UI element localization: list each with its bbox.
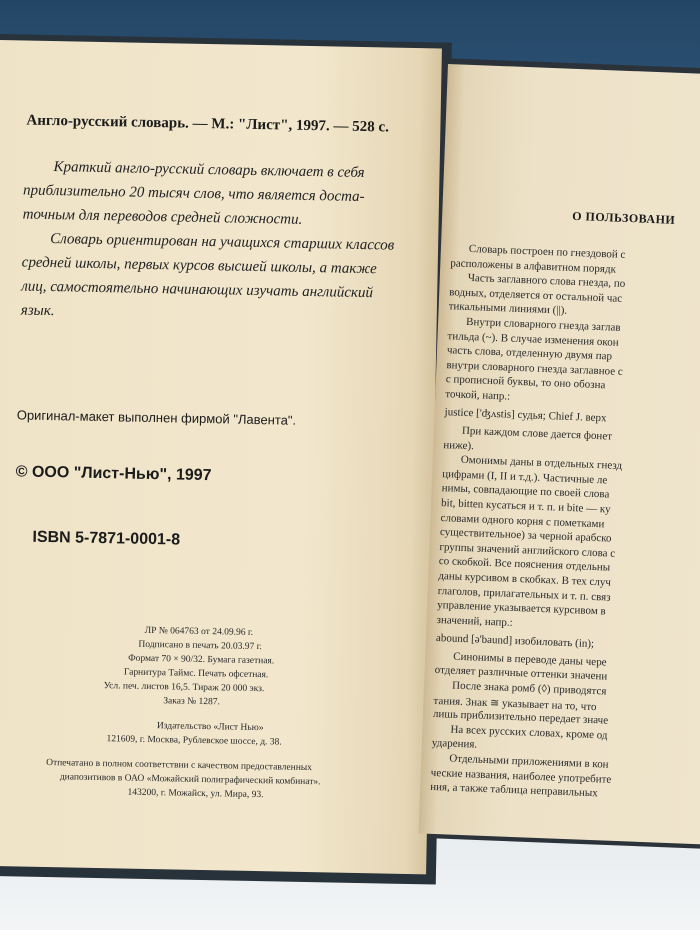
layout-credit: Оригинал-макет выполнен фирмой "Лавента". xyxy=(16,407,297,428)
right-text-line: часть слова, отделенную двумя пар xyxy=(446,344,613,363)
right-text-line: ударения. xyxy=(431,737,478,752)
printer-line: диапозитивов в ОАО «Можайский полиграфический комбинат». xyxy=(59,772,321,788)
printer-line: Отпечатано в полном соответствии с качеством предоставленных xyxy=(46,758,313,774)
isbn: ISBN 5-7871-0001-8 xyxy=(32,528,181,549)
right-text-line: тильда (~). В случае изменения окон xyxy=(447,329,619,349)
description-line: точным для переводов средней сложности. xyxy=(22,206,303,228)
publisher-line: 121609, г. Москва, Рублевское шоссе, д. 38. xyxy=(106,734,282,748)
right-text-line: тания. Знак ≅ указывает на то, что xyxy=(433,694,597,713)
right-text-line: Часть заглавного слова гнезда, по xyxy=(467,272,626,291)
description-line: язык. xyxy=(20,302,55,320)
printer-line: 143200, г. Можайск, ул. Мира, 93. xyxy=(127,787,264,801)
imprint-line: Заказ № 1287. xyxy=(163,696,221,708)
imprint-line: Гарнитура Таймс. Печать офсетная. xyxy=(123,667,269,681)
right-text-line: даны курсивом в скобках. В тех случ xyxy=(438,570,612,589)
right-text-line: bit, bitten кусаться и т. п. и bite — ку xyxy=(440,497,611,516)
right-text-line: лишь приблизительно передает значе xyxy=(432,708,609,727)
right-text-line: Омонимы даны в отдельных гнезд xyxy=(460,453,623,473)
right-text-line: тикальными линиями (||). xyxy=(448,300,568,318)
left-page xyxy=(0,40,442,874)
right-text-line: существительное) за черной арабско xyxy=(439,526,612,545)
description-line: лиц, самостоятельно начинающих изучать английский xyxy=(21,278,374,302)
right-text-line: словами одного корня с пометками xyxy=(440,511,605,530)
right-text-line: значений, напр.: xyxy=(436,613,513,629)
imprint-line: Подписано в печать 20.03.97 г. xyxy=(138,639,262,653)
right-text-line: justice ['ʤʌstis] судья; Chief J. верх xyxy=(444,406,607,425)
right-text-line: При каждом слове дается фонет xyxy=(461,424,613,443)
right-text-line: Внутри словарного гнезда заглав xyxy=(465,315,621,334)
right-text-line: ния, а также таблица неправильных xyxy=(430,781,599,800)
section-heading: О ПОЛЬЗОВАНИ xyxy=(571,208,676,227)
right-text-line: abound [ə'baund] изобиловать (in); xyxy=(435,631,595,650)
right-text-line: внутри словарного гнезда заглавное с xyxy=(446,358,623,378)
right-text-line: цифрами (I, II и т.д.). Частичные ле xyxy=(442,467,608,487)
right-text-line: группы значений английского слова с xyxy=(439,540,616,560)
imprint-line: ЛР № 064763 от 24.09.96 г. xyxy=(144,625,254,638)
description-line: средней школы, первых курсов высшей школы, а также xyxy=(21,254,377,278)
bibliographic-entry: Англо-русский словарь. — М.: "Лист", 1997. — 528 с. xyxy=(26,112,390,136)
description-line: Краткий англо-русский словарь включает в себя xyxy=(53,159,365,182)
right-text-line: точкой, напр.: xyxy=(445,388,511,403)
right-text-line: отделяет различные оттенки значени xyxy=(434,664,608,683)
right-text-line: глаголов, прилагательных и т. п. связ xyxy=(437,584,611,604)
right-text-line: водных, отделяется от остальной час xyxy=(449,286,623,305)
right-text-line: После знака ромб (◊) приводятся xyxy=(451,679,607,698)
right-text-line: Словарь построен по гнездовой с xyxy=(468,242,626,261)
right-text-line: расположены в алфавитном порядк xyxy=(450,256,617,276)
right-page xyxy=(418,64,700,845)
right-text-line: с прописной буквы, то оно обозна xyxy=(445,373,606,392)
right-text-line: На всех русских словах, кроме од xyxy=(450,723,608,742)
right-text-line: ческие названия, наиболее употребите xyxy=(430,766,612,786)
imprint-line: Усл. печ. листов 16,5. Тираж 20 000 экз. xyxy=(103,681,265,695)
publisher-line: Издательство «Лист Нью» xyxy=(156,721,264,734)
right-text-line: ниже). xyxy=(443,438,475,452)
description-line: Словарь ориентирован на учащихся старших классов xyxy=(50,231,395,254)
right-text-line: управление указывается курсивом в xyxy=(436,599,606,618)
description-line: приблизительно 20 тысяч слов, что является доста- xyxy=(22,182,365,206)
imprint-line: Формат 70 × 90/32. Бумага газетная. xyxy=(128,653,275,667)
right-text-line: со скобкой. Все пояснения отдельны xyxy=(438,555,611,574)
right-text-line: нимы, совпадающие по своей слова xyxy=(441,482,610,501)
right-text-line: Отдельными приложениями в кон xyxy=(449,752,609,771)
right-text-line: Синонимы в переводе даны чере xyxy=(453,650,607,669)
copyright: © ООО "Лист-Нью", 1997 xyxy=(15,463,212,485)
